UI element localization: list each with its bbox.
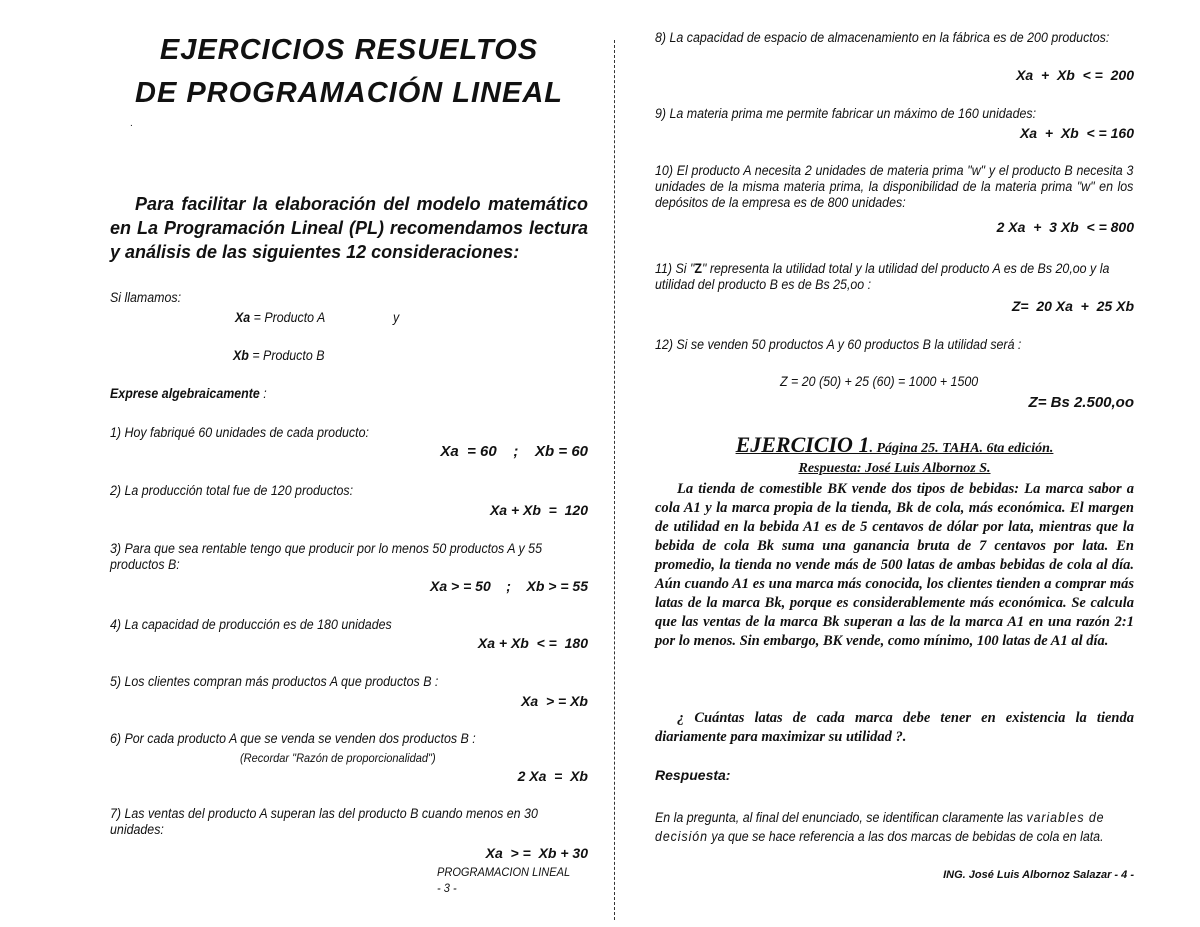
exercise-question: ¿ Cuántas latas de cada marca debe tener en existencia la tienda diariamente para maximizar su utilidad ?. <box>655 710 1134 745</box>
item-10-text: 10) El producto A necesita 2 unidades de materia prima "w" y el producto B necesita 3 unidades de la misma materia prima, la disponibilidad de la materia prima "w" en los depósitos de la empresa es de 800 unidades: <box>655 163 1134 210</box>
item-10-equation: 2 Xa + 3 Xb < = 800 <box>996 219 1134 235</box>
item-8-text: 8) La capacidad de espacio de almacenamiento en la fábrica es de 200 productos: <box>655 30 1110 45</box>
exercise-subtitle: Respuesta: José Luis Albornoz S. <box>798 461 991 476</box>
item-6-text: 6) Por cada producto A que se venda se venden dos productos B : <box>110 731 476 746</box>
title-line-2: DE PROGRAMACIÓN LINEAL <box>135 77 563 109</box>
intro-paragraph: Para facilitar la elaboración del modelo matemático en La Programación Lineal (PL) recomendamos lectura y análisis de las siguientes 12 consideraciones: <box>110 194 588 262</box>
definition-xb: Xb = Producto B <box>233 348 325 363</box>
item-2-equation: Xa + Xb = 120 <box>489 502 588 518</box>
respuesta-label: Respuesta: <box>655 767 731 783</box>
item-12-calculation: Z = 20 (50) + 25 (60) = 1000 + 1500 <box>780 374 979 389</box>
item-9-equation: Xa + Xb < = 160 <box>1019 125 1134 141</box>
item-11-text: 11) Si "Z" representa la utilidad total y la utilidad del producto A es de Bs 20,oo y la utilidad del producto B es de Bs 25,oo : <box>655 261 1110 292</box>
si-llamamos: Si llamamos: <box>110 290 182 305</box>
right-page <box>655 0 1134 927</box>
answer-text: En la pregunta, al final del enunciado, se identifican claramente las variables de decisión ya que se hace referencia a las dos marcas de bebidas de cola en lata. <box>655 810 1105 844</box>
exercise-title: EJERCICIO 1. Página 25. TAHA. 6ta edición. <box>735 432 1054 457</box>
stray-dot: . <box>130 118 133 129</box>
right-page-footer: ING. José Luis Albornoz Salazar - 4 - <box>943 869 1134 881</box>
item-6-note: (Recordar "Razón de proporcionalidad") <box>240 751 436 765</box>
item-7-equation: Xa > = Xb + 30 <box>485 845 588 861</box>
item-9-text: 9) La materia prima me permite fabricar un máximo de 160 unidades: <box>655 106 1037 121</box>
definition-y: y <box>393 310 400 325</box>
item-8-equation: Xa + Xb < = 200 <box>1016 67 1134 83</box>
exprese-heading: Exprese algebraicamente : <box>110 386 267 401</box>
title-line-1: EJERCICIOS RESUELTOS <box>159 34 539 66</box>
item-5-text: 5) Los clientes compran más productos A que productos B : <box>110 674 439 689</box>
item-1-text: 1) Hoy fabriqué 60 unidades de cada producto: <box>110 425 369 440</box>
item-6-equation: 2 Xa = Xb <box>517 768 588 784</box>
left-page <box>110 0 588 927</box>
item-3-text: 3) Para que sea rentable tengo que producir por lo menos 50 productos A y 55 productos B: <box>110 541 542 572</box>
definition-xa: Xa = Producto A <box>235 310 326 325</box>
item-4-text: 4) La capacidad de producción es de 180 unidades <box>110 617 392 632</box>
item-5-equation: Xa > = Xb <box>521 693 588 709</box>
item-4-equation: Xa + Xb < = 180 <box>477 635 588 651</box>
item-2-text: 2) La producción total fue de 120 productos: <box>110 483 354 498</box>
item-12-equation: Z= Bs 2.500,oo <box>1028 394 1134 411</box>
item-12-text: 12) Si se venden 50 productos A y 60 productos B la utilidad será : <box>655 337 1022 352</box>
page-divider <box>614 40 615 920</box>
item-7-text: 7) Las ventas del producto A superan las del producto B cuando menos en 30 unidades: <box>110 806 538 837</box>
exercise-statement: La tienda de comestible BK vende dos tipos de bebidas: La marca sabor a cola A1 y la marca propia de la tienda, Bk de cola, más económica. El margen de utilidad en la bebida A1 es de 5 centavos de dólar por lata, mientras que la bebida de cola Bk suma una ganancia bruta de 7 centavos por lata. En promedio, la tienda no vende más de 500 latas de ambas bebidas de cola al día. Aún cuando A1 es una marca más conocida, los clientes tienden a comprar más latas de la marca Bk, porque es considerablemente más económica. Se calcula que las ventas de la marca Bk superan a las de la marca A1 en una razón 2:1 por lo menos. Sin embargo, BK vende, como mínimo, 100 latas de A1 al día. <box>655 481 1134 649</box>
left-page-footer: PROGRAMACION LINEAL - 3 - <box>437 865 570 895</box>
item-1-equation: Xa = 60 ; Xb = 60 <box>440 443 588 460</box>
item-3-equation: Xa > = 50 ; Xb > = 55 <box>430 578 588 594</box>
item-11-equation: Z= 20 Xa + 25 Xb <box>1011 298 1134 314</box>
